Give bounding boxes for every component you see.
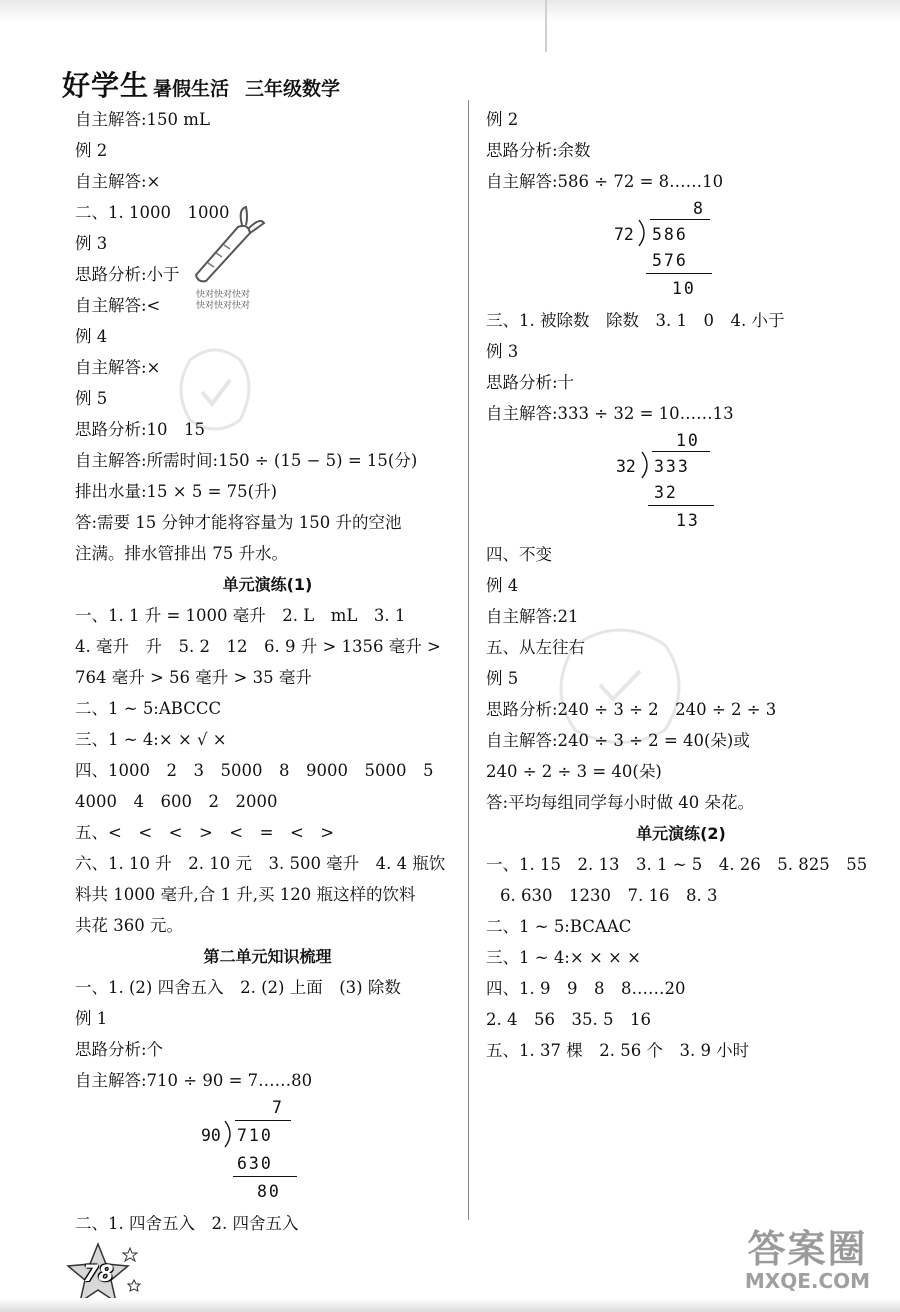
right-column	[486, 104, 876, 1066]
text-line: 例 4	[75, 327, 108, 346]
text-line: 4. 毫升 升 5. 2 12 6. 9 升 > 1356 毫升 >	[75, 637, 441, 656]
left-column	[75, 104, 460, 1239]
text-line: 自主解答:所需时间:150 ÷ (15 − 5) = 15(分)	[75, 451, 418, 470]
long-division-710-by-90	[75, 1096, 460, 1208]
text-line: 共花 360 元。	[75, 916, 183, 935]
text-line: 240 ÷ 2 ÷ 3 = 40(朵)	[486, 762, 662, 781]
watermark-logo-text: 答案圈	[747, 1227, 868, 1271]
text-line: 例 5	[486, 669, 519, 688]
text-line: 例 3	[486, 342, 519, 361]
text-line: 四、不变	[486, 545, 552, 564]
remainder: 80	[257, 1182, 281, 1201]
grade-subject: 三年级数学	[245, 78, 341, 100]
text-line: 自主解答:150 mL	[75, 110, 210, 129]
dividend: 333	[654, 457, 690, 476]
text-line: 自主解答:<	[75, 296, 161, 315]
product: 32	[654, 483, 678, 502]
divisor: 32	[616, 457, 636, 476]
text-line: 思路分析:十	[486, 373, 575, 392]
brand-title: 好学生	[62, 69, 150, 102]
stamp-line: 快对快对快对	[196, 301, 251, 311]
section-heading: 单元演练(2)	[636, 824, 726, 843]
text-line: 思路分析:240 ÷ 3 ÷ 2 240 ÷ 2 ÷ 3	[486, 700, 777, 719]
page-number: 78	[83, 1262, 114, 1287]
text-line: 例 3	[75, 234, 108, 253]
text-line: 思路分析:10 15	[75, 420, 206, 439]
text-line: 二、1. 四舍五入 2. 四舍五入	[75, 1214, 299, 1233]
product: 576	[652, 251, 688, 270]
divisor: 90	[201, 1126, 221, 1145]
text-line: 思路分析:余数	[486, 141, 591, 160]
text-line: 注满。排水管排出 75 升水。	[75, 544, 288, 563]
division-bracket-icon	[638, 219, 650, 247]
text-line: 三、1 ~ 4:× × √ ×	[75, 730, 227, 749]
long-division-333-by-32	[486, 429, 876, 539]
site-watermark	[720, 1218, 895, 1293]
stamp-line: 快对快对快对	[196, 290, 251, 300]
page-top-edge	[0, 0, 900, 22]
dividend: 586	[652, 225, 688, 244]
division-bar	[650, 219, 710, 220]
text-line: 自主解答:×	[75, 172, 161, 191]
text-line: 二、1 ~ 5:ABCCC	[75, 699, 222, 718]
text-line: 自主解答:586 ÷ 72 = 8……10	[486, 172, 724, 191]
page-fold	[545, 0, 547, 52]
text-line: 三、1. 被除数 除数 3. 1 0 4. 小于	[486, 311, 785, 330]
text-line: 答:平均每组同学每小时做 40 朵花。	[486, 793, 755, 812]
text-line: 例 4	[486, 576, 519, 595]
text-line: 六、1. 10 升 2. 10 元 3. 500 毫升 4. 4 瓶饮	[75, 854, 446, 873]
quotient: 7	[272, 1098, 282, 1117]
text-line: 一、1. 1 升 = 1000 毫升 2. L mL 3. 1	[75, 606, 406, 625]
text-line: 答:需要 15 分钟才能将容量为 150 升的空池	[75, 513, 402, 532]
division-bar	[652, 451, 710, 452]
text-line: 思路分析:个	[75, 1040, 164, 1059]
quotient: 8	[693, 199, 703, 218]
text-line: 自主解答:240 ÷ 3 ÷ 2 = 40(朵)或	[486, 731, 750, 750]
section-heading: 单元演练(1)	[222, 575, 313, 594]
subtraction-bar	[233, 1176, 297, 1177]
text-line: 二、1 ~ 5:BCAAC	[486, 917, 632, 936]
remainder: 10	[672, 279, 696, 298]
text-line: 4000 4 600 2 2000	[75, 792, 278, 811]
text-line: 6. 630 1230 7. 16 8. 3	[500, 886, 718, 905]
page-bottom-edge	[0, 1298, 900, 1312]
page-header	[62, 64, 340, 104]
text-line: 例 2	[75, 141, 108, 160]
quotient: 10	[676, 431, 700, 450]
text-line: 一、1. (2) 四舍五入 2. (2) 上面 (3) 除数	[75, 978, 401, 997]
text-line: 例 2	[486, 110, 519, 129]
text-line: 排出水量:15 × 5 = 75(升)	[75, 482, 278, 501]
watermark-url: MXQE.COM	[744, 1269, 871, 1293]
text-line: 三、1 ~ 4:× × × ×	[486, 948, 641, 967]
text-line: 思路分析:小于	[75, 265, 180, 284]
text-line: 二、1. 1000 1000	[75, 203, 230, 222]
product: 630	[237, 1154, 273, 1173]
divisor: 72	[614, 225, 634, 244]
remainder: 13	[676, 511, 700, 530]
text-line: 五、从左往右	[486, 638, 585, 657]
text-line: 2. 4 56 35. 5 16	[486, 1010, 651, 1029]
subtraction-bar	[646, 273, 712, 274]
division-bracket-icon	[641, 451, 653, 479]
text-line: 一、1. 15 2. 13 3. 1 ~ 5 4. 26 5. 825 55	[486, 855, 868, 874]
text-line: 五、1. 37 棵 2. 56 个 3. 9 小时	[486, 1041, 750, 1060]
text-line: 自主解答:333 ÷ 32 = 10……13	[486, 404, 734, 423]
text-line: 例 1	[75, 1009, 108, 1028]
text-line: 自主解答:710 ÷ 90 = 7……80	[75, 1071, 313, 1090]
division-bar	[235, 1120, 291, 1121]
section-heading: 第二单元知识梳理	[203, 947, 332, 966]
text-line: 料共 1000 毫升,合 1 升,买 120 瓶这样的饮料	[75, 885, 416, 904]
text-line: 五、< < < > < = < >	[75, 823, 335, 842]
book-subtitle: 暑假生活	[153, 78, 230, 100]
dividend: 710	[237, 1126, 273, 1145]
division-bracket-icon	[224, 1120, 236, 1148]
text-line: 自主解答:×	[75, 358, 161, 377]
text-line: 764 毫升 > 56 毫升 > 35 毫升	[75, 668, 312, 687]
text-line: 四、1000 2 3 5000 8 9000 5000 5	[75, 761, 434, 780]
column-divider	[468, 100, 469, 1220]
long-division-586-by-72	[486, 197, 876, 305]
text-line: 四、1. 9 9 8 8……20	[486, 979, 686, 998]
text-line: 自主解答:21	[486, 607, 579, 626]
text-line: 例 5	[75, 389, 108, 408]
subtraction-bar	[648, 505, 714, 506]
